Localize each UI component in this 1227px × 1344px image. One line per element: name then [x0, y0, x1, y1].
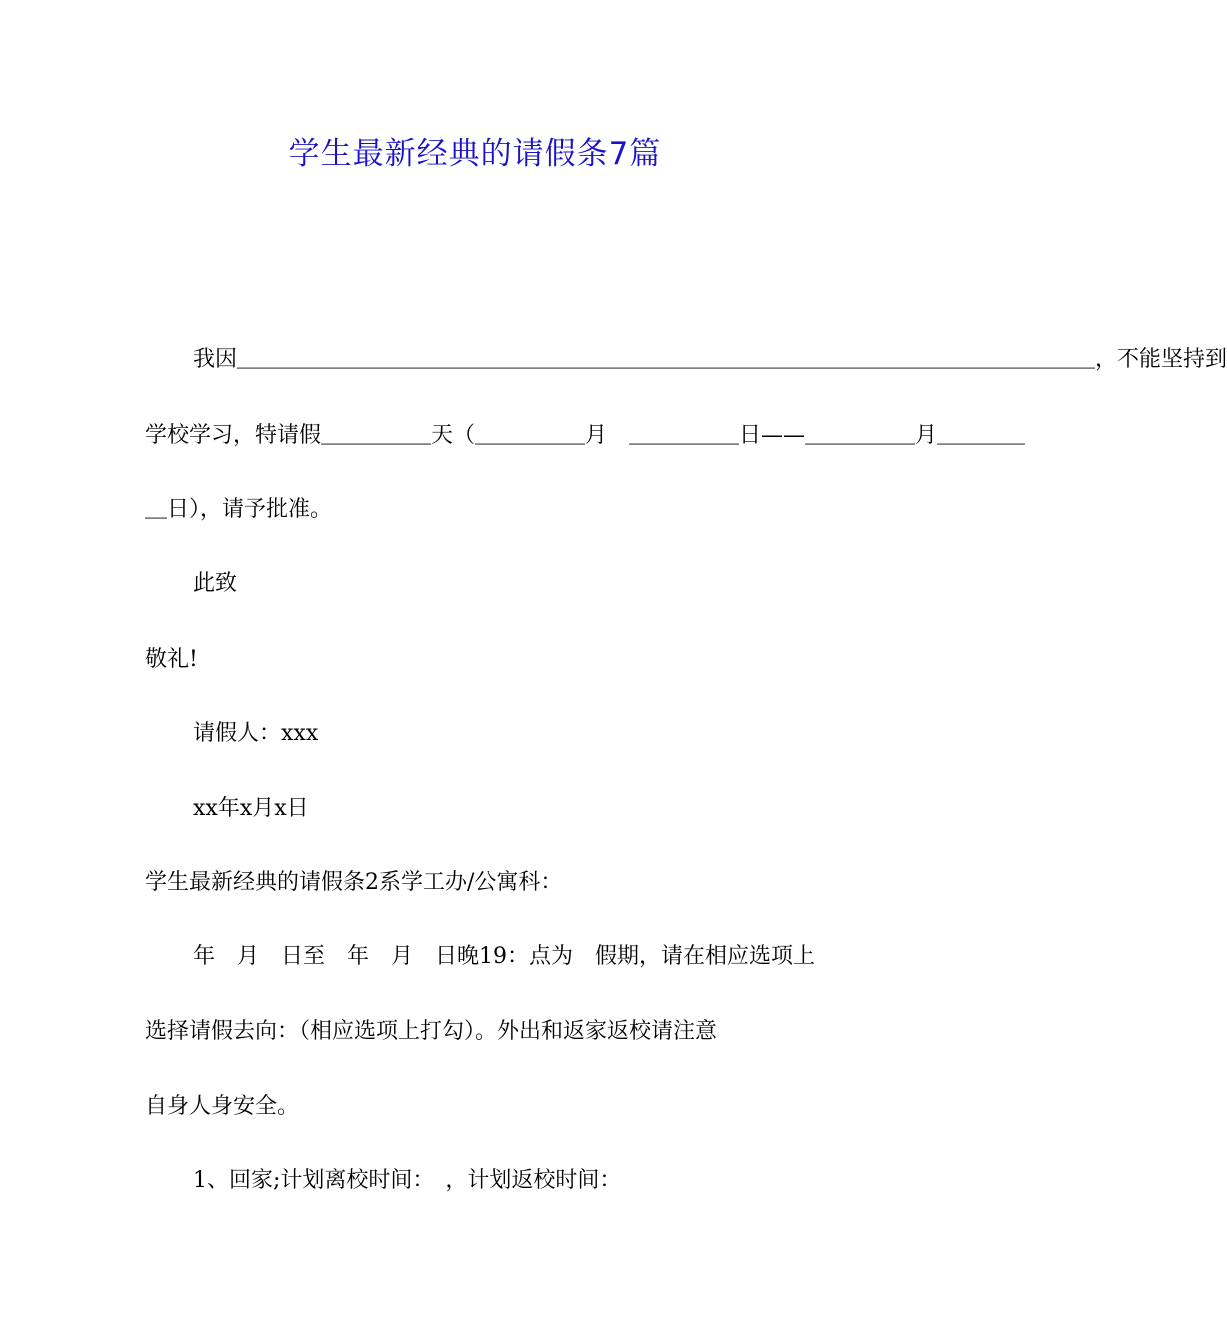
- closing-line-1: 此致: [193, 571, 238, 596]
- date-line: xx年x月x日: [193, 796, 309, 821]
- paragraph-line-3: ＿日），请予批准。: [145, 497, 333, 522]
- list-item-1: 1、回家;计划离校时间： ，计划返校时间：: [193, 1168, 622, 1193]
- section-heading-2: 学生最新经典的请假条2系学工办/公寓科：: [145, 870, 563, 895]
- signature-line: 请假人：xxx: [193, 721, 319, 746]
- paragraph-line-2: 学校学习，特请假＿＿＿＿＿天（＿＿＿＿＿月 ＿＿＿＿＿日——＿＿＿＿＿月＿＿＿＿: [145, 423, 1026, 448]
- paragraph-line-5: 选择请假去向：（相应选项上打勾）。外出和返家返校请注意: [145, 1019, 718, 1044]
- paragraph-line-6: 自身人身安全。: [145, 1094, 300, 1119]
- paragraph-line-1: 我因＿＿＿＿＿＿＿＿＿＿＿＿＿＿＿＿＿＿＿＿＿＿＿＿＿＿＿＿＿＿＿＿＿＿＿＿＿＿＿，不能坚持到: [193, 347, 1227, 372]
- closing-line-2: 敬礼!: [145, 647, 198, 672]
- document-title: 学生最新经典的请假条7篇: [288, 136, 662, 172]
- paragraph-line-4: 年 月 日至 年 月 日晚19：点为 假期，请在相应选项上: [193, 944, 815, 969]
